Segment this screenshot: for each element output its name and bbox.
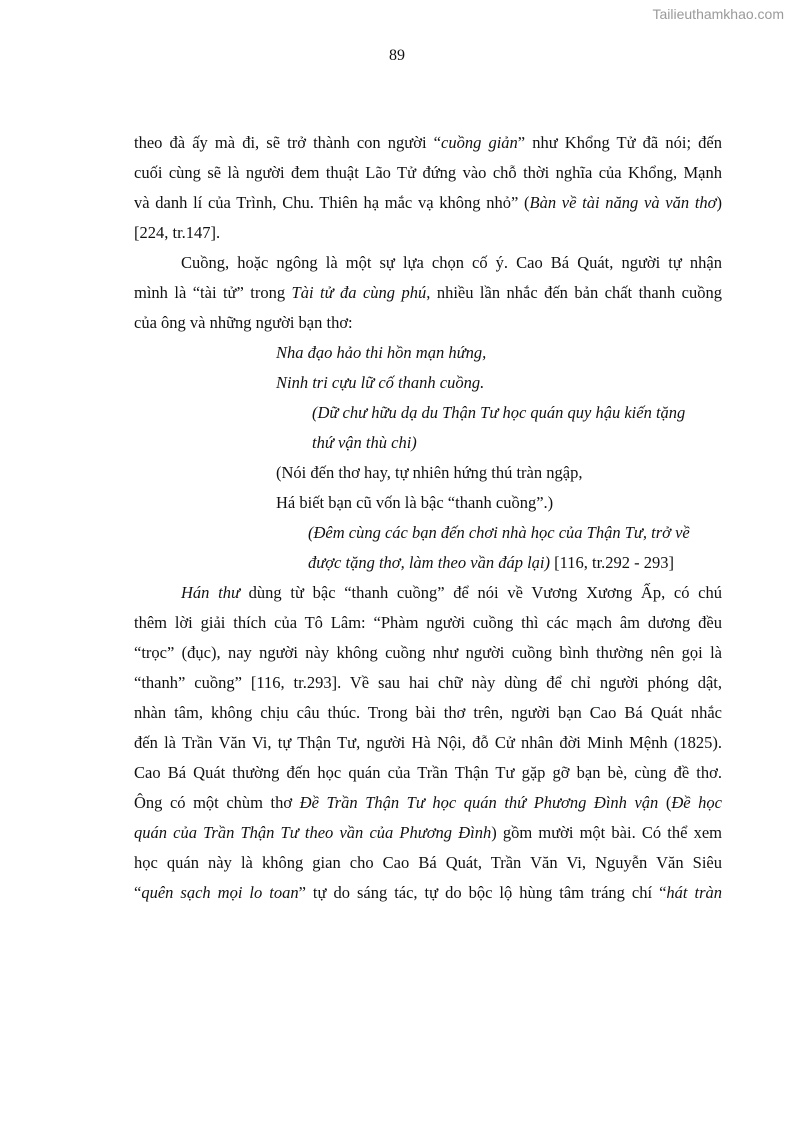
italic-text: Tài tử đa cùng phú: [291, 283, 427, 302]
text-line: [134, 668, 722, 698]
poem-line: [134, 338, 722, 368]
text-run: nhàn tâm, không chịu câu thúc. Trong bài thơ trên, người bạn Cao Bá Quát nhắc: [134, 703, 722, 722]
text-line: [134, 248, 722, 278]
text-run: Cuồng, hoặc ngông là một sự lựa chọn cố ý. Cao Bá Quát, người tự nhận: [181, 253, 722, 272]
text-run: theo đà ấy mà đi, sẽ trở thành con người “: [134, 133, 441, 152]
text-run: [224, tr.147].: [134, 223, 221, 242]
text-run: Cao Bá Quát thường đến học quán của Trần Thận Tư gặp gỡ bạn bè, cùng đề thơ.: [134, 763, 722, 782]
text-run: (Nói đến thơ hay, tự nhiên hứng thú tràn ngập,: [276, 463, 583, 482]
italic-text: Đề học: [671, 793, 722, 812]
text-line: [134, 218, 722, 248]
text-line: [134, 698, 722, 728]
italic-text: được tặng thơ, làm theo vần đáp lại): [308, 553, 550, 572]
text-line: [134, 728, 722, 758]
translation-line: [134, 488, 722, 518]
text-run: ): [716, 193, 722, 212]
italic-text: Hán thư: [181, 583, 240, 602]
body-text: [134, 128, 722, 908]
text-run: dùng từ bậc “thanh cuồng” để nói về Vương Xương Ấp, có chú: [239, 583, 723, 602]
text-run: ” tự do sáng tác, tự do bộc lộ hùng tâm tráng chí “: [298, 883, 667, 902]
text-run: ” như Khổng Tử đã nói; đến: [517, 133, 722, 152]
italic-text: hát tràn: [666, 883, 722, 902]
text-run: (: [658, 793, 672, 812]
text-run: “trọc” (đục), nay người này không cuồng như người cuồng bình thường nên gọi là: [134, 643, 722, 662]
text-line: [134, 638, 722, 668]
text-run: thêm lời giải thích của Tô Lâm: “Phàm người cuồng thì các mạch âm dương đều: [134, 613, 722, 632]
translation-title-line: [134, 548, 722, 578]
poem-title-line: [134, 428, 722, 458]
text-line: [134, 158, 722, 188]
text-run: học quán này là không gian cho Cao Bá Quát, Trần Văn Vi, Nguyễn Văn Siêu: [134, 853, 722, 872]
text-line: [134, 188, 722, 218]
text-line: [134, 788, 722, 818]
text-run: của ông và những người bạn thơ:: [134, 313, 353, 332]
italic-text: quán của Trần Thận Tư theo vần của Phương Đình: [134, 823, 492, 842]
translation-title-line: [134, 518, 722, 548]
italic-text: Ninh tri cựu lữ cố thanh cuồng.: [276, 373, 485, 392]
text-run: đến là Trần Văn Vi, tự Thận Tư, người Hà Nội, đỗ Cử nhân đời Minh Mệnh (1825).: [134, 733, 722, 752]
italic-text: (Dữ chư hữu dạ du Thận Tư học quán quy hậu kiến tặng: [312, 403, 686, 422]
text-run: cuối cùng sẽ là người đem thuật Lão Tử đứng vào chỗ thời nghĩa của Khổng, Mạnh: [134, 163, 722, 182]
text-run: , nhiều lần nhắc đến bản chất thanh cuồng: [426, 283, 722, 302]
text-run: Há biết bạn cũ vốn là bậc “thanh cuồng”.): [276, 493, 554, 512]
poem-line: [134, 368, 722, 398]
text-line: [134, 758, 722, 788]
text-line: [134, 818, 722, 848]
italic-text: Nha đạo hảo thi hồn mạn hứng,: [276, 343, 487, 362]
italic-text: Bàn về tài năng và văn thơ: [529, 193, 717, 212]
text-line: [134, 848, 722, 878]
text-run: mình là “tài tử” trong: [134, 283, 292, 302]
italic-text: Đề Trần Thận Tư học quán thứ Phương Đình vận: [299, 793, 659, 812]
italic-text: (Đêm cùng các bạn đến chơi nhà học của Thận Tư, trở về: [308, 523, 690, 542]
text-line: [134, 128, 722, 158]
text-run: “: [134, 883, 142, 902]
italic-text: cuồng giản: [441, 133, 518, 152]
text-line: [134, 308, 722, 338]
text-line: [134, 578, 722, 608]
text-run: và danh lí của Trình, Chu. Thiên hạ mắc vạ không nhỏ” (: [134, 193, 530, 212]
text-run: [116, tr.292 - 293]: [550, 553, 675, 572]
italic-text: thứ vận thù chi): [312, 433, 417, 452]
text-line: [134, 608, 722, 638]
text-run: Ông có một chùm thơ: [134, 793, 300, 812]
italic-text: quên sạch mọi lo toan: [141, 883, 299, 902]
text-run: “thanh” cuồng” [116, tr.293]. Về sau hai chữ này dùng để chỉ người phóng dật,: [134, 673, 722, 692]
page-number: 89: [389, 47, 405, 64]
text-line: [134, 278, 722, 308]
text-line: [134, 878, 722, 908]
poem-title-line: [134, 398, 722, 428]
translation-line: [134, 458, 722, 488]
watermark: Tailieuthamkhao.com: [652, 6, 784, 22]
text-run: ) gồm mười một bài. Có thể xem: [491, 823, 722, 842]
